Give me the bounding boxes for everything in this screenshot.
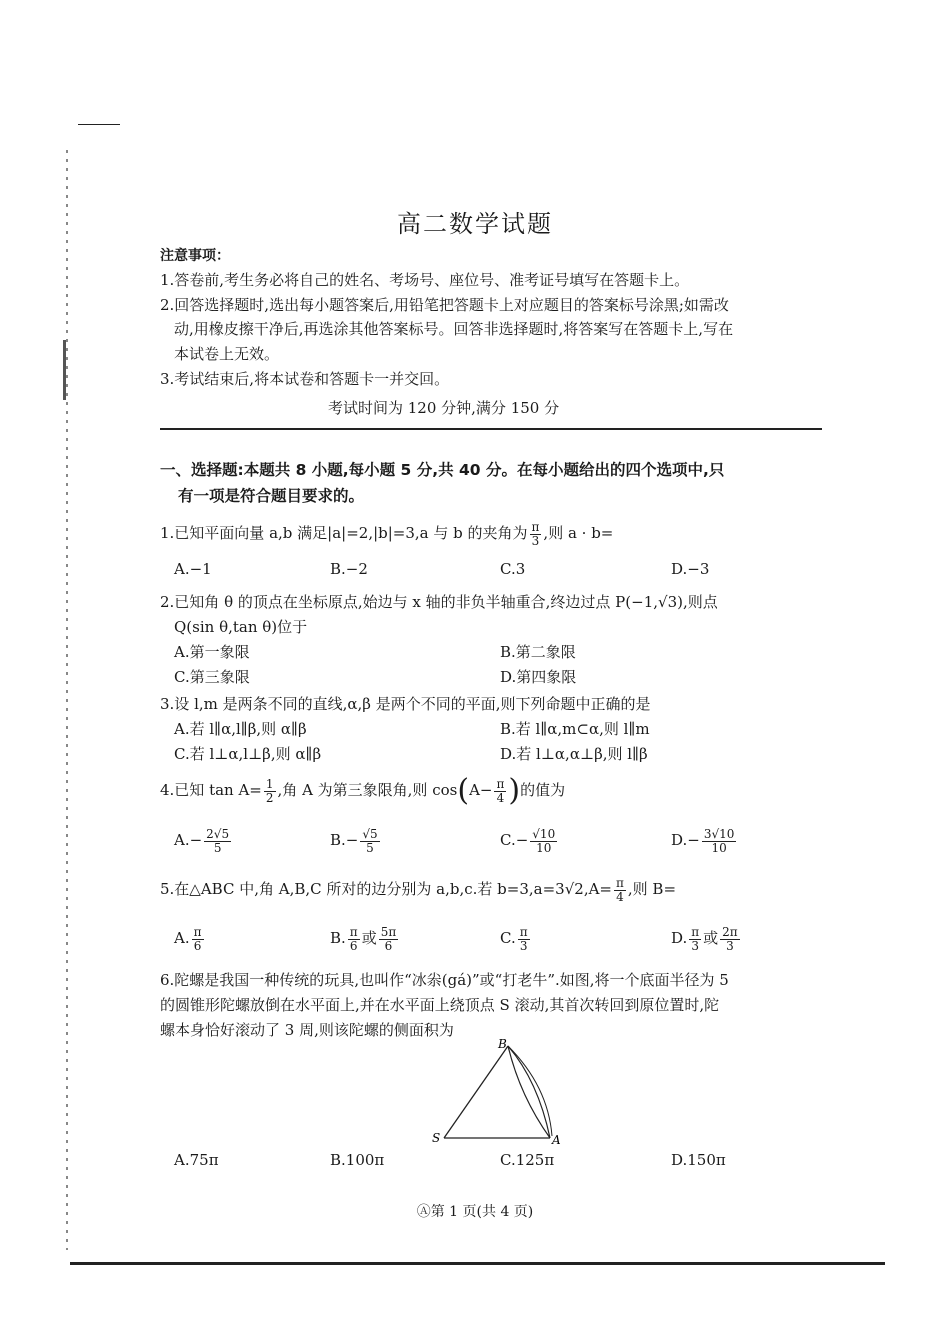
- q1-fraction: $\frac{\pi}{3}$: [531, 519, 540, 548]
- label-a: A: [552, 1133, 561, 1146]
- question-3-stem: 3.设 l,m 是两条不同的直线,α,β 是两个不同的平面,则下列命题中正确的是: [160, 695, 651, 713]
- q1-option-c: C.3: [500, 560, 526, 578]
- label-b: B: [498, 1037, 507, 1051]
- section-heading-line-1: 一、选择题:本题共 8 小题,每小题 5 分,共 40 分。在每小题给出的四个选项中,只: [160, 461, 725, 479]
- q2-option-b: B.第二象限: [500, 643, 576, 661]
- question-5-stem: 5.在△ABC 中,角 A,B,C 所对的边分别为 a,b,c.若 b=3,a=3√2,A= $\frac{\pi}{4}$ ,则 B=: [160, 875, 677, 904]
- question-4-stem: 4.已知 tan A= $\frac{1}{2}$ ,角 A 为第三象限角,则 cos(A− $\frac{\pi}{4}$ )的值为: [160, 773, 566, 808]
- q2-option-d: D.第四象限: [500, 668, 577, 686]
- binding-edge-marks: [66, 150, 68, 1250]
- section-heading-line-2: 有一项是符合题目要求的。: [178, 487, 365, 505]
- question-2-stem-2: Q(sin θ,tan θ)位于: [174, 618, 308, 636]
- bottom-rule: [70, 1262, 885, 1265]
- q1-option-d: D.−3: [671, 560, 710, 578]
- label-s: S: [432, 1131, 441, 1145]
- exam-info: 考试时间为 120 分钟,满分 150 分: [328, 399, 560, 417]
- q6-option-d: D.150π: [671, 1151, 726, 1169]
- q3-option-c: C.若 l⊥α,l⊥β,则 α∥β: [174, 745, 322, 763]
- q3-option-d: D.若 l⊥α,α⊥β,则 l∥β: [500, 745, 648, 763]
- notice-line-4: 本试卷上无效。: [174, 345, 280, 363]
- q5-fraction: $\frac{\pi}{4}$: [616, 875, 624, 904]
- question-2-stem-1: 2.已知角 θ 的顶点在坐标原点,始边与 x 轴的非负半轴重合,终边过点 P(−1,√3),则点: [160, 593, 718, 611]
- q5-option-b: B. $\frac{\pi}{6}$ 或 $\frac{5\pi}{6}$: [330, 924, 397, 953]
- question-1-stem: 1.已知平面向量 a,b 满足|a|=2,|b|=3,a 与 b 的夹角为 $\frac{\pi}{3}$ ,则 a · b=: [160, 519, 614, 548]
- question-6-stem-2: 的圆锥形陀螺放倒在水平面上,并在水平面上绕顶点 S 滚动,其首次转回到原位置时,陀: [160, 996, 720, 1014]
- binding-edge-line: [63, 340, 66, 400]
- page-number: Ⓐ第 1 页(共 4 页): [416, 1204, 534, 1220]
- notice-line-2: 2.回答选择题时,选出每小题答案后,用铅笔把答题卡上对应题目的答案标号涂黑;如需改: [160, 296, 729, 314]
- q4-option-c: C.− $\frac{√10}{10}$: [500, 826, 556, 855]
- q4-option-a: A.− $\frac{2√5}{5}$: [174, 826, 230, 855]
- q2-option-a: A.第一象限: [174, 643, 250, 661]
- q2-option-c: C.第三象限: [174, 668, 250, 686]
- q6-option-c: C.125π: [500, 1151, 555, 1169]
- q6-option-a: A.75π: [174, 1151, 219, 1169]
- header-divider: [160, 428, 822, 430]
- q3-option-a: A.若 l∥α,l∥β,则 α∥β: [174, 720, 307, 738]
- q5-option-d: D. $\frac{\pi}{3}$ 或 $\frac{2\pi}{3}$: [671, 924, 738, 953]
- q5-option-c: C. $\frac{\pi}{3}$: [500, 924, 528, 953]
- q1-option-a: A.−1: [174, 560, 212, 578]
- question-6-stem-3: 螺本身恰好滚动了 3 周,则该陀螺的侧面积为: [160, 1021, 454, 1039]
- q6-option-b: B.100π: [330, 1151, 385, 1169]
- q4-fraction-1: $\frac{1}{2}$: [265, 776, 274, 805]
- notice-line-1: 1.答卷前,考生务必将自己的姓名、考场号、座位号、准考证号填写在答题卡上。: [160, 271, 690, 289]
- cone-figure: [428, 1036, 568, 1146]
- q4-fraction-2: $\frac{\pi}{4}$: [496, 776, 505, 805]
- notice-heading: 注意事项：: [160, 248, 230, 264]
- page-title: 高二数学试题: [397, 210, 553, 238]
- question-6-stem-1: 6.陀螺是我国一种传统的玩具,也叫作“冰尜(gá)”或“打老牛”.如图,将一个底面半径为 5: [160, 971, 729, 989]
- notice-line-3: 动,用橡皮擦干净后,再选涂其他答案标号。回答非选择题时,将答案写在答题卡上,写在: [174, 320, 734, 338]
- q5-option-a: A. $\frac{\pi}{6}$: [174, 924, 202, 953]
- top-left-rule: [78, 124, 120, 125]
- q4-option-d: D.− $\frac{3√10}{10}$: [671, 826, 735, 855]
- q4-option-b: B.− $\frac{√5}{5}$: [330, 826, 378, 855]
- q3-option-b: B.若 l∥α,m⊂α,则 l∥m: [500, 720, 650, 738]
- q1-option-b: B.−2: [330, 560, 368, 578]
- notice-line-5: 3.考试结束后,将本试卷和答题卡一并交回。: [160, 370, 450, 388]
